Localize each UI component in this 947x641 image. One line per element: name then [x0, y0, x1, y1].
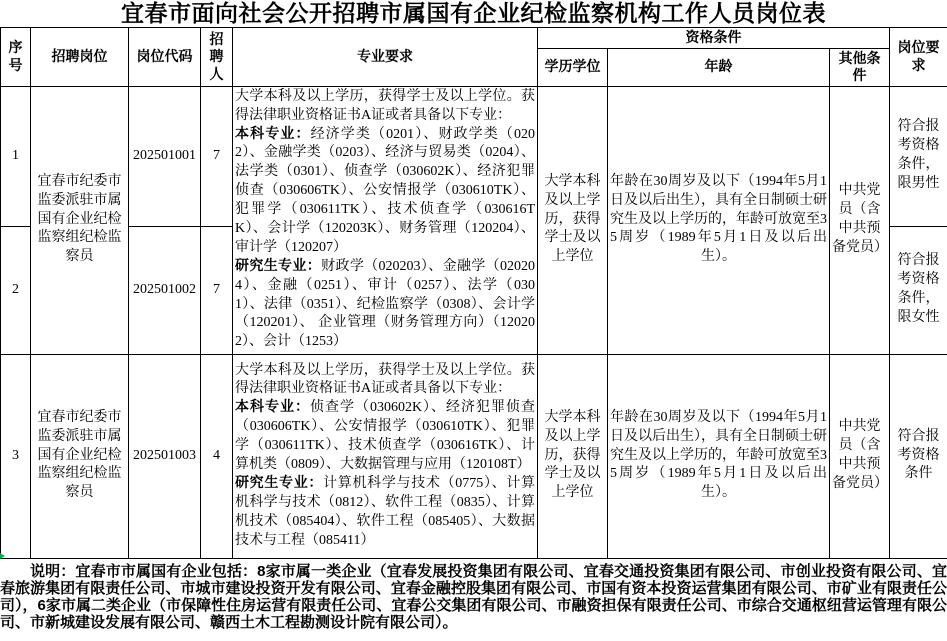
bachelor-label: 本科专业：	[235, 126, 311, 142]
header-code: 岗位代码	[129, 28, 201, 87]
cell-seq-2: 2	[1, 226, 31, 354]
cell-count-2: 7	[201, 226, 233, 354]
header-seq: 序号	[1, 28, 31, 87]
header-position: 招聘岗位	[31, 28, 129, 87]
cell-age-group1: 年龄在30周岁及以下（1994年5月1日及以后出生），具有全日制硕士研究生及以上学历的，年龄可放宽至35周岁（1989年5月1日及以后出生）。	[608, 86, 830, 354]
graduate-list: 财政学（020203）、金融学（020204）、金融（0251）、审计（0257）、法学（0301）、法律（0351）、纪检监察学（0308）、会计学（120201）、 企业管理（财务管理方向）（120202）、会计（1253）	[235, 258, 536, 350]
header-requirement: 岗位要求	[890, 28, 947, 87]
bachelor-label: 本科专业：	[235, 400, 310, 416]
header-education: 学历学位	[538, 48, 608, 86]
cell-requirement-2: 符合报考资格条件，限女性	[890, 226, 947, 354]
cell-position-3: 宜春市纪委市监委派驻市属国有企业纪检监察组纪检监察员	[31, 354, 129, 558]
graduate-list: 计算机科学与技术（0775）、计算机科学与技术（0812）、软件工程（0835）、计算机技术（085404）、软件工程（085405）、大数据技术与工程（085411）	[235, 475, 536, 548]
header-other: 其他条件	[830, 48, 890, 86]
cell-specialty-3	[233, 354, 538, 558]
cell-code-3: 202501003	[129, 354, 201, 558]
cell-seq-3: 3	[1, 354, 31, 558]
cell-education-group1: 大学本科及以上学历，获得学士及以上学位	[538, 86, 608, 354]
green-artifact-mark	[0, 553, 5, 559]
graduate-label: 研究生专业：	[235, 475, 324, 491]
cell-education-3: 大学本科及以上学历，获得学士及以上学位	[538, 354, 608, 558]
table-row-1	[1, 86, 947, 226]
header-qualification-group: 资格条件	[538, 28, 890, 49]
cell-count-3: 4	[201, 354, 233, 558]
specialty-graduate	[235, 475, 535, 551]
specialty-intro: 大学本科及以上学历，获得学士及以上学位。获得法律职业资格证书A证或者具备以下专业：	[235, 362, 535, 397]
graduate-label: 研究生专业：	[235, 258, 322, 274]
page-title: 宜春市面向社会公开招聘市属国有企业纪检监察机构工作人员岗位表	[121, 1, 826, 26]
cell-age-3: 年龄在30周岁及以下（1994年5月1日及以后出生），具有全日制硕士研究生及以上学历的，年龄可放宽至35周岁（1989年5月1日及以后出生）。	[608, 354, 830, 558]
footer-note: 说明：宜春市市属国有企业包括：8家市属一类企业（宜春发展投资集团有限公司、宜春交通投资集团有限公司、市创业投资有限公司、宜春旅游集团有限责任公司、市城市建设投资开发有限公司、宜春金融控股集团有限公司、市国有资本投资运营集团有限公司、市矿业有限责任公司），6家市属二类企业（市保障性住房运营有限责任公司、宜春公交集团有限公司、市融资担保有限责任公司、市综合交通枢纽营运管理有限公司、市新城建设发展有限公司、赣西土木工程勘测设计院有限公司）。	[0, 562, 947, 631]
cell-code-2: 202501002	[129, 226, 201, 354]
cell-code-1: 202501001	[129, 86, 201, 226]
cell-position-group1: 宜春市纪委市监委派驻市属国有企业纪检监察组纪检监察员	[31, 86, 129, 354]
position-table	[0, 27, 947, 559]
cell-seq-1: 1	[1, 86, 31, 226]
cell-other-group1: 中共党员（含中共预备党员）	[830, 86, 890, 354]
bachelor-list: 经济学类（0201）、财政学类（0202）、金融学类（0203）、经济与贸易类（0204）、法学类（0301）、侦查学（030602K）、经济犯罪侦查（030606TK）、公安情报学（030610TK）、犯罪学（030611TK）、技术侦查学（030616TK）、会计学（120203K）、财务管理（120204）、审计学（120207）	[235, 126, 536, 255]
specialty-graduate	[235, 258, 535, 352]
table-row-3	[1, 354, 947, 558]
header-age: 年龄	[608, 48, 830, 86]
cell-requirement-1: 符合报考资格条件，限男性	[890, 86, 947, 226]
header-count: 招聘人	[201, 28, 233, 87]
cell-specialty-group1	[233, 86, 538, 354]
specialty-bachelor	[235, 126, 535, 258]
cell-requirement-3: 符合报考资格条件	[890, 354, 947, 558]
specialty-bachelor	[235, 399, 535, 475]
specialty-intro: 大学本科及以上学历，获得学士及以上学位。获得法律职业资格证书A证或者具备以下专业：	[235, 88, 535, 123]
cell-other-3: 中共党员（含中共预备党员）	[830, 354, 890, 558]
cell-count-1: 7	[201, 86, 233, 226]
header-specialty: 专业要求	[233, 28, 538, 87]
bachelor-list: 侦查学（030602K）、经济犯罪侦查（030606TK）、公安情报学（030610TK）、犯罪学（030611TK）、技术侦查学（030616TK）、计算机类（0809）、大数据管理与应用（120108T）	[235, 400, 535, 472]
